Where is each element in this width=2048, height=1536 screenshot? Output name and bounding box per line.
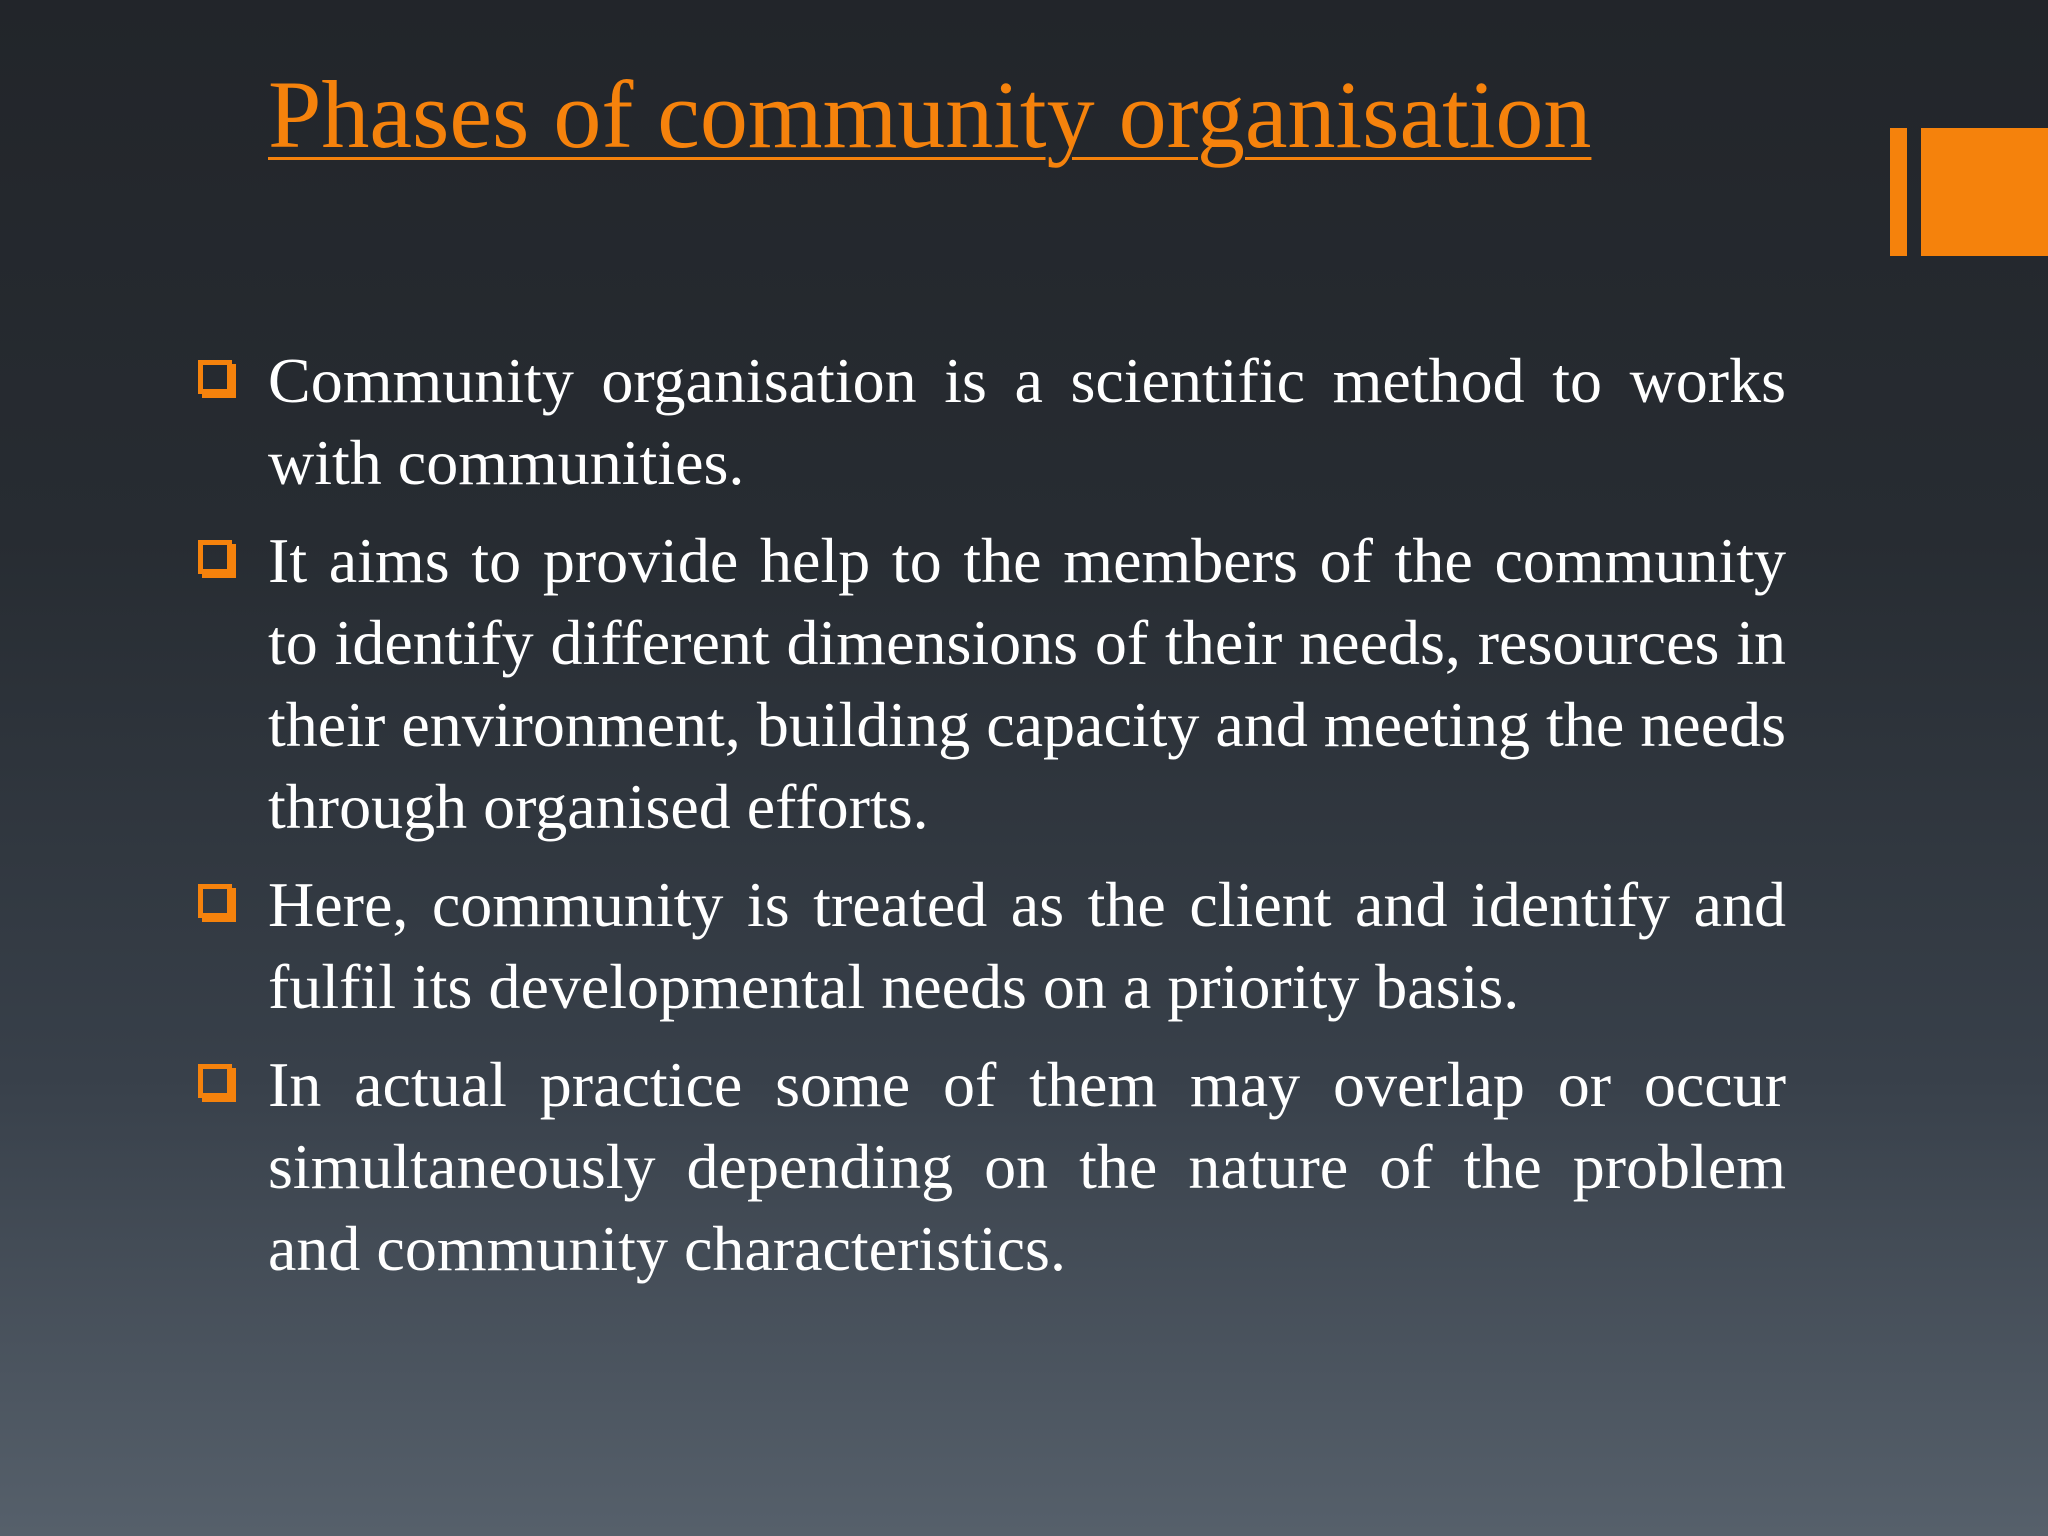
- bullet-item: [194, 1044, 1786, 1290]
- checkbox-icon: [198, 1064, 232, 1098]
- bullet-list: [194, 340, 1786, 1306]
- slide-title: Phases of community organisation: [268, 61, 1592, 168]
- bullet-text: Here, community is treated as the client and identify and fulfil its developmental needs on a priority basis.: [268, 869, 1786, 1022]
- checkbox-icon: [198, 540, 232, 574]
- bullet-text: Community organisation is a scientific method to works with communities.: [268, 345, 1786, 498]
- bullet-item: [194, 340, 1786, 504]
- bullet-text: It aims to provide help to the members of the community to identify different dimensions of their needs, resources in their environment, building capacity and meeting the needs through organised efforts.: [268, 525, 1786, 842]
- accent-bar-thin: [1890, 128, 1907, 256]
- checkbox-icon: [198, 360, 232, 394]
- bullet-item: [194, 520, 1786, 848]
- bullet-text: In actual practice some of them may overlap or occur simultaneously depending on the nature of the problem and community characteristics.: [268, 1049, 1786, 1284]
- accent-bar-block: [1921, 128, 2048, 256]
- bullet-item: [194, 864, 1786, 1028]
- checkbox-icon: [198, 884, 232, 918]
